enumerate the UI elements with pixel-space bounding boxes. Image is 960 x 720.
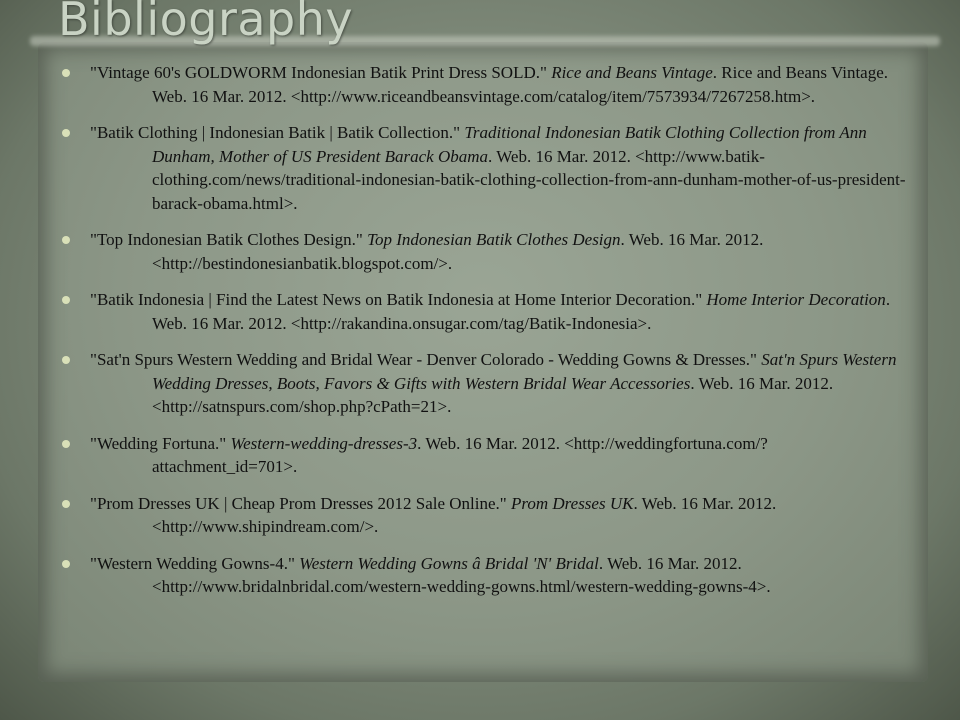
bullet-icon — [62, 296, 70, 304]
bibliography-entry — [62, 61, 912, 108]
bibliography-entry — [62, 432, 912, 479]
entry-details: . Web. 16 Mar. 2012. <http://www.batik-clothing.com/news/traditional-indonesian-batik-clothing-collection-from-ann-dunham-mother-of-us-president-barack-obama.html>. — [152, 146, 906, 213]
entry-source: Prom Dresses UK — [510, 493, 634, 513]
entry-details: . Web. 16 Mar. 2012. <http://rakandina.onsugar.com/tag/Batik-Indonesia>. — [152, 290, 891, 333]
bullet-icon — [62, 129, 70, 137]
bullet-icon — [62, 69, 70, 77]
entry-source: Top Indonesian Batik Clothes Design — [367, 230, 621, 249]
entry-details: . Web. 16 Mar. 2012. <http://bestindonesianbatik.blogspot.com/>. — [152, 230, 764, 273]
bibliography-entry — [62, 288, 912, 335]
bibliography-entry — [62, 492, 912, 539]
entry-quote: "Sat'n Spurs Western Wedding and Bridal Wear - Denver Colorado - Wedding Gowns & Dresses." — [90, 350, 757, 369]
bullet-icon — [62, 356, 70, 364]
bullet-icon — [62, 560, 70, 568]
entry-source: Sat'n Spurs Western Wedding Dresses, Boots, Favors & Gifts with Western Bridal Wear Accessories — [152, 350, 897, 393]
entry-source: Traditional Indonesian Batik Clothing Collection from Ann Dunham, Mother of US President Barack Obama — [152, 123, 867, 166]
entry-details: . Rice and Beans Vintage. Web. 16 Mar. 2012. <http://www.riceandbeansvintage.com/catalog/item/7573934/7267258.htm>. — [152, 63, 889, 106]
bullet-icon — [62, 440, 70, 448]
entry-source: Western-wedding-dresses-3 — [230, 433, 418, 453]
bibliography-entry — [62, 552, 912, 599]
entry-source: Home Interior Decoration — [706, 290, 886, 309]
entry-quote: "Batik Indonesia | Find the Latest News on Batik Indonesia at Home Interior Decoration." — [90, 290, 703, 309]
entry-quote: "Western Wedding Gowns-4." — [90, 553, 295, 573]
entry-quote: "Top Indonesian Batik Clothes Design." — [90, 230, 363, 249]
slide-title: Bibliography — [58, 0, 354, 46]
entry-source: Western Wedding Gowns â Bridal 'N' Bridal — [299, 553, 599, 573]
entry-source: Rice and Beans Vintage — [551, 63, 713, 82]
entry-quote: "Vintage 60's GOLDWORM Indonesian Batik Print Dress SOLD." — [90, 63, 547, 82]
bibliography-entry — [62, 121, 912, 215]
bibliography-entry — [62, 348, 912, 419]
bibliography-entry — [62, 228, 912, 275]
bullet-icon — [62, 500, 70, 508]
bibliography-list — [62, 61, 912, 612]
entry-details: . Web. 16 Mar. 2012. <http://satnspurs.com/shop.php?cPath=21>. — [152, 373, 834, 416]
bullet-icon — [62, 236, 70, 244]
entry-quote: "Batik Clothing | Indonesian Batik | Batik Collection." — [90, 123, 461, 142]
entry-details: . Web. 16 Mar. 2012. <http://www.bridalnbridal.com/western-wedding-gowns.html/western-wedding-gowns-4>. — [152, 553, 771, 596]
entry-details: . Web. 16 Mar. 2012. <http://www.shipindream.com/>. — [152, 493, 777, 536]
entry-quote: "Prom Dresses UK | Cheap Prom Dresses 2012 Sale Online." — [90, 493, 507, 513]
entry-quote: "Wedding Fortuna." — [90, 433, 227, 453]
entry-details: . Web. 16 Mar. 2012. <http://weddingfortuna.com/?attachment_id=701>. — [152, 433, 768, 476]
